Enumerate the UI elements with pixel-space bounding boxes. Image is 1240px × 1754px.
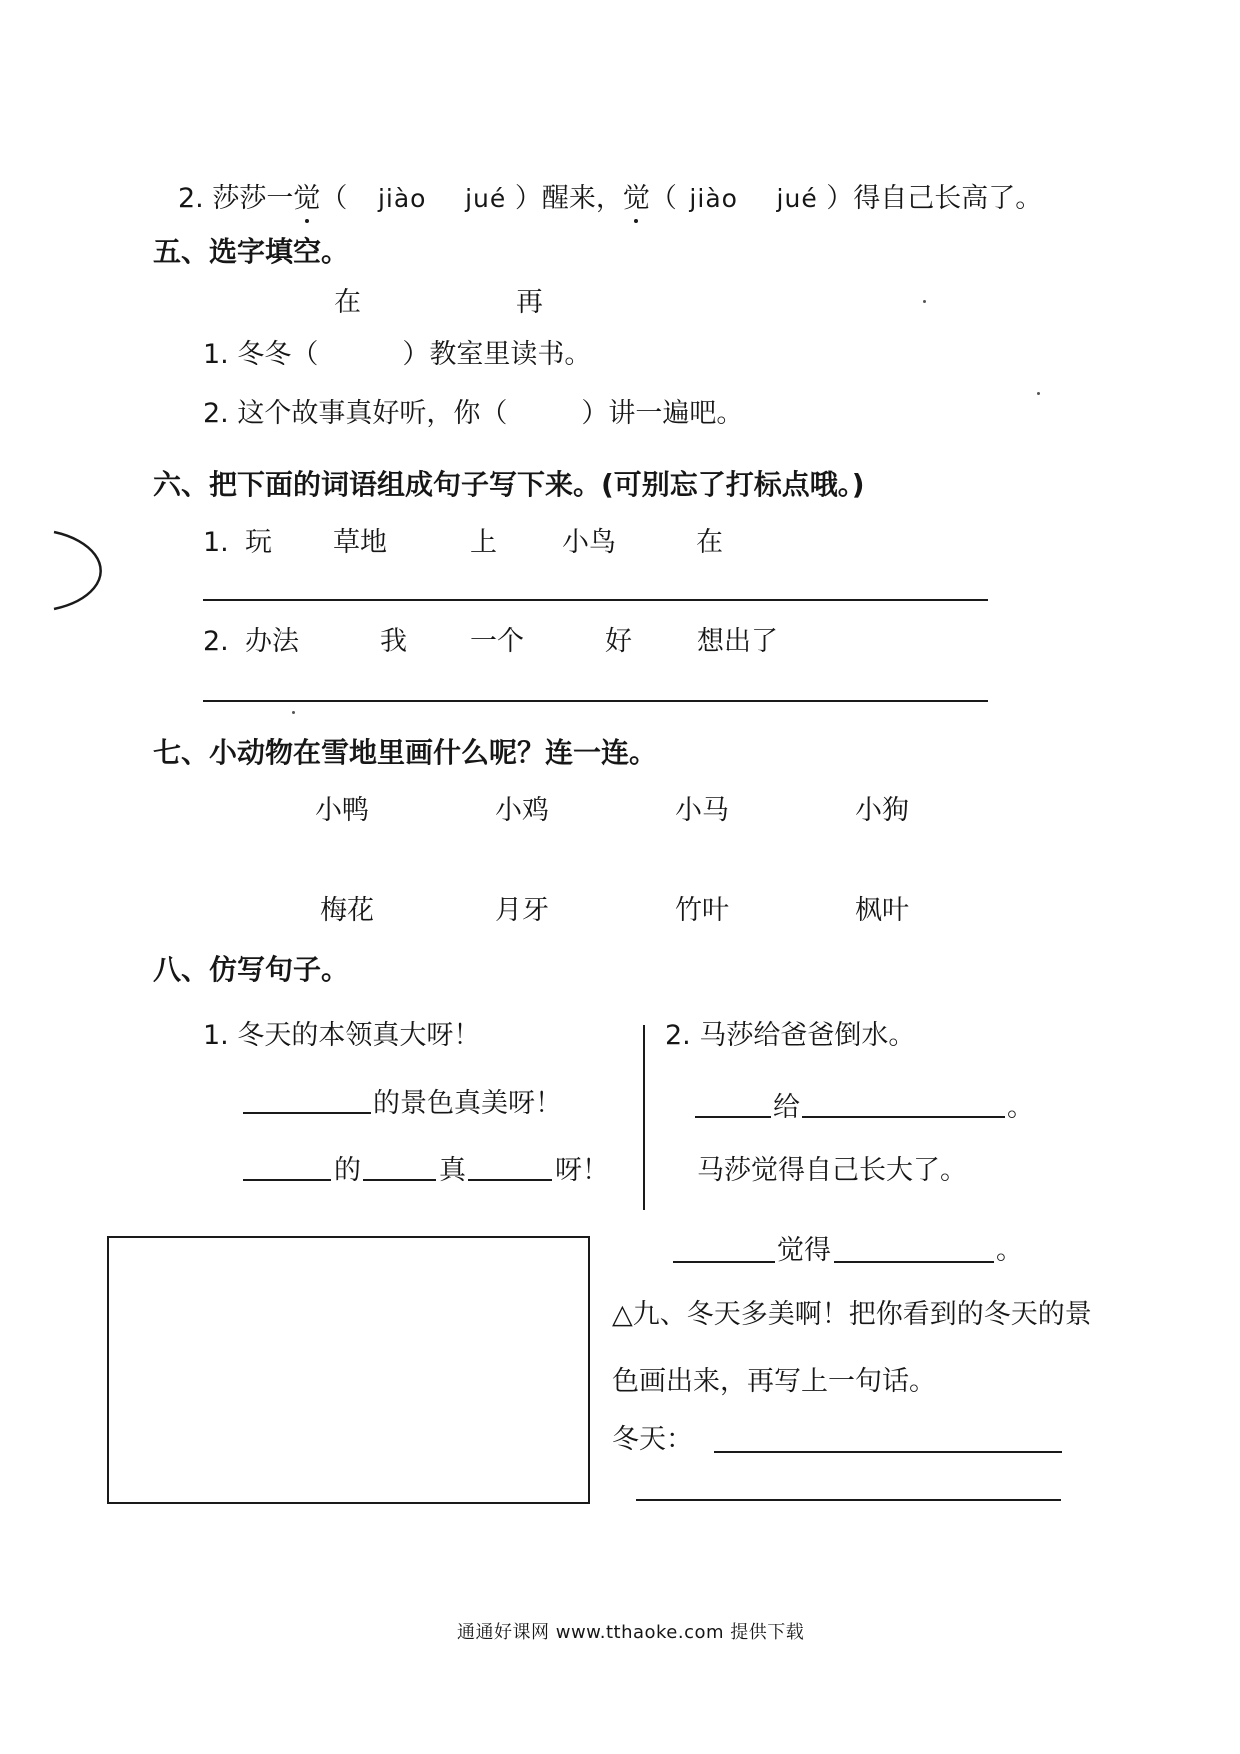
q9-heading-line1: △九、冬天多美啊！把你看到的冬天的景 xyxy=(612,1299,1092,1330)
q8-divider xyxy=(643,1025,645,1210)
q6-item2-word: 办法 xyxy=(245,626,299,657)
q9-prefix: 冬天： xyxy=(612,1424,693,1455)
q8-left-blank-3[interactable] xyxy=(363,1179,436,1181)
q6-item2-word: 一个 xyxy=(470,626,524,657)
q4-pinyin-jue-1: jué xyxy=(465,184,507,213)
q7-picture[interactable]: 月牙 xyxy=(495,895,549,926)
q5-option-zai: 在 xyxy=(334,287,361,318)
q8-right-blank-4[interactable] xyxy=(834,1261,994,1263)
q6-item1-word: 小鸟 xyxy=(562,527,616,558)
q4-item2-open-paren: （ xyxy=(320,183,348,214)
q8-right-blank-1[interactable] xyxy=(695,1116,771,1118)
q5-item2-num: 2. xyxy=(203,398,229,429)
q8-left-line2-de: 的 xyxy=(334,1155,361,1186)
q7-animal[interactable]: 小狗 xyxy=(855,795,909,826)
q8-right-example-text: 马莎给爸爸倒水。 xyxy=(699,1020,916,1051)
q6-heading: 六、把下面的词语组成句子写下来。(可别忘了打标点哦。) xyxy=(153,468,865,501)
q5-item2-before: 这个故事真好听，你（ xyxy=(237,398,508,429)
q4-item2-char-jue-2: 觉 xyxy=(622,183,650,214)
q8-right-gei: 给 xyxy=(773,1092,800,1123)
q5-item1 xyxy=(203,341,591,368)
q6-item2-num: 2. xyxy=(203,626,229,657)
q8-left-num: 1. xyxy=(203,1020,229,1051)
q6-item1-num: 1. xyxy=(203,527,229,558)
q7-animal[interactable]: 小马 xyxy=(675,795,729,826)
q5-heading: 五、选字填空。 xyxy=(153,235,350,268)
q9-drawing-box[interactable] xyxy=(107,1236,590,1504)
q6-item2-word: 想出了 xyxy=(697,626,778,657)
q6-item1-word: 草地 xyxy=(333,527,387,558)
q6-item2-word: 好 xyxy=(605,626,632,657)
q9-answer-line-1[interactable] xyxy=(714,1451,1062,1453)
scan-speck xyxy=(292,711,295,714)
q6-item1-word: 上 xyxy=(470,527,497,558)
q6-item2-word: 我 xyxy=(380,626,407,657)
q9-answer-line-2[interactable] xyxy=(636,1499,1061,1501)
q8-right-num: 2. xyxy=(665,1020,691,1051)
q8-left-blank-2[interactable] xyxy=(243,1179,331,1181)
q6-item1-word: 在 xyxy=(696,527,723,558)
q8-right-blank-2[interactable] xyxy=(802,1116,1005,1118)
q5-item1-after: ）教室里读书。 xyxy=(402,339,592,370)
q8-left-blank-4[interactable] xyxy=(468,1179,552,1181)
q6-item1-answer-line[interactable] xyxy=(203,599,988,601)
q4-item2-char-jue: 觉 xyxy=(293,183,321,214)
q4-item2-text-b: ）醒来， xyxy=(514,183,623,214)
q8-right-period-2: 。 xyxy=(996,1235,1023,1266)
q6-item2-answer-line[interactable] xyxy=(203,700,988,702)
q6-item1-word: 玩 xyxy=(245,527,272,558)
q7-picture[interactable]: 竹叶 xyxy=(675,895,729,926)
q4-pinyin-jiao-2: jiào xyxy=(689,184,738,213)
q8-left-line2-ya: 呀！ xyxy=(555,1155,609,1186)
q7-picture[interactable]: 梅花 xyxy=(320,895,374,926)
q7-animal[interactable]: 小鸭 xyxy=(315,795,369,826)
q8-right-blank-3[interactable] xyxy=(673,1261,775,1263)
q8-heading: 八、仿写句子。 xyxy=(153,953,350,986)
q5-item2 xyxy=(203,400,743,427)
footer-source: 通通好课网 www.tthaoke.com 提供下载 xyxy=(457,1622,805,1643)
q8-right-example-2: 马莎觉得自己长大了。 xyxy=(697,1155,967,1186)
q8-left-line1-text: 的景色真美呀！ xyxy=(373,1088,562,1119)
q4-item2-line xyxy=(178,185,1042,212)
q5-item1-before: 冬冬（ xyxy=(237,339,319,370)
q7-heading: 七、小动物在雪地里画什么呢？连一连。 xyxy=(153,736,658,769)
margin-arc-mark xyxy=(50,528,110,612)
q4-item2-num: 2. xyxy=(178,183,204,214)
scan-speck xyxy=(1037,392,1040,395)
scan-speck xyxy=(923,300,926,303)
q4-item2-text-c: ）得自己长高了。 xyxy=(826,183,1043,214)
q4-item2-open-paren-2: （ xyxy=(649,183,677,214)
q8-left-blank-1[interactable] xyxy=(243,1112,371,1114)
q4-item2-text-a: 莎莎一 xyxy=(212,183,294,214)
q5-item2-after: ）讲一遍吧。 xyxy=(581,398,744,429)
q9-heading-line2: 色画出来，再写上一句话。 xyxy=(612,1366,936,1397)
q8-right-example xyxy=(665,1022,915,1049)
q4-pinyin-jiao-1: jiào xyxy=(377,184,427,213)
q7-picture[interactable]: 枫叶 xyxy=(855,895,909,926)
q5-item1-num: 1. xyxy=(203,339,229,370)
q8-right-juede: 觉得 xyxy=(777,1235,831,1266)
q7-animal[interactable]: 小鸡 xyxy=(495,795,549,826)
q5-option-zai-again: 再 xyxy=(516,287,543,318)
q8-right-period-1: 。 xyxy=(1007,1092,1034,1123)
q8-left-example-text: 冬天的本领真大呀！ xyxy=(237,1020,481,1051)
q4-pinyin-jue-2: jué xyxy=(776,184,818,213)
q8-left-example xyxy=(203,1022,480,1049)
q8-left-line2-zhen: 真 xyxy=(439,1155,466,1186)
